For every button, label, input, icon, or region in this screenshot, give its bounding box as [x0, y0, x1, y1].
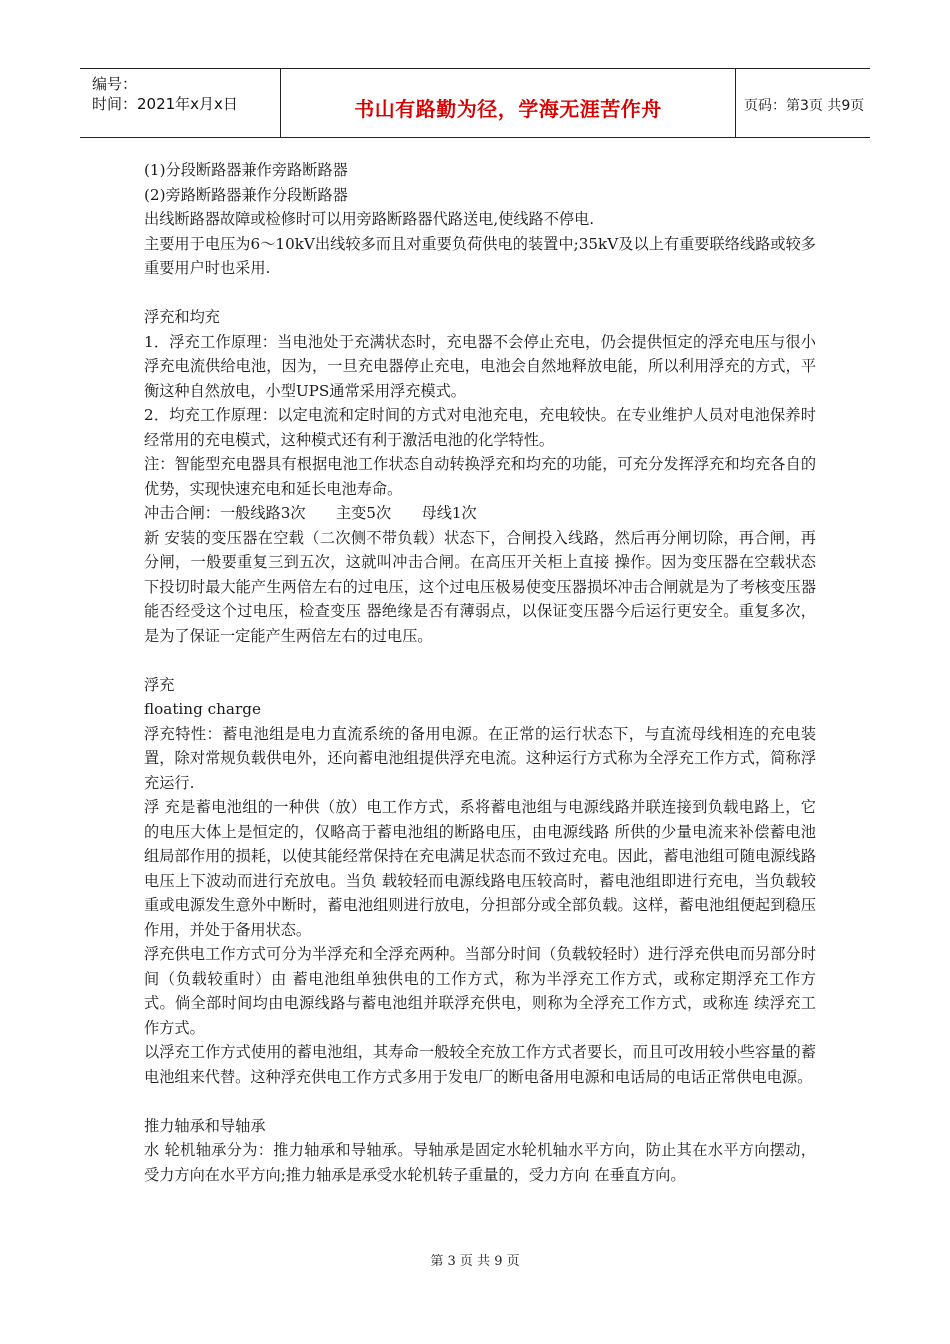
header-motto-cell — [280, 69, 736, 137]
paragraph: 以浮充工作方式使用的蓄电池组，其寿命一般较全充放工作方式者要长，而且可改用较小些容量的蓄电池组来代替。这种浮充供电工作方式多用于发电厂的断电备用电源和电话局的电话正常供电电源。 — [144, 1043, 816, 1086]
serial-number-label: 编号： — [92, 75, 138, 93]
paragraph: 2．均充工作原理：以定电流和定时间的方式对电池充电，充电较快。在专业维护人员对电池保养时经常用的充电模式，这种模式还有利于激活电池的化学特性。 — [144, 406, 816, 449]
paragraph: 出线断路器故障或检修时可以用旁路断路器代路送电,使线路不停电. — [144, 210, 595, 228]
paragraph: 浮充 — [144, 675, 175, 694]
paragraph: (1)分段断路器兼作旁路断路器 — [144, 161, 348, 179]
paragraph: 1．浮充工作原理：当电池处于充满状态时，充电器不会停止充电，仍会提供恒定的浮充电压与很小浮充电流供给电池，因为，一旦充电器停止充电，电池会自然地释放电能，所以利用浮充的方式，平衡这种自然放电，小型UPS通常采用浮充模式。 — [144, 332, 816, 400]
header-page-cell — [736, 69, 870, 137]
paragraph: 推力轴承和导轴承 — [144, 1116, 266, 1135]
paragraph: 浮充特性：蓄电池组是电力直流系统的备用电源。在正常的运行状态下，与直流母线相连的充电装置，除对常规负载供电外，还向蓄电池组提供浮充电流。这种运行方式称为全浮充工作方式，简称浮充运行. — [144, 724, 816, 792]
paragraph: 注：智能型充电器具有根据电池工作状态自动转换浮充和均充的功能，可充分发挥浮充和均充各自的优势，实现快速充电和延长电池寿命。 — [144, 455, 816, 498]
blank-line — [144, 648, 816, 673]
blank-line — [144, 281, 816, 306]
date-label: 时间：2021年x月x日 — [92, 95, 238, 113]
paragraph: (2)旁路断路器兼作分段断路器 — [144, 185, 348, 204]
page-header — [80, 68, 870, 138]
page-code: 页码：第3页 共9页 — [744, 98, 865, 114]
paragraph: 浮充和均充 — [144, 308, 220, 326]
paragraph: floating charge — [144, 700, 261, 718]
header-meta — [80, 69, 280, 137]
paragraph: 浮 充是蓄电池组的一种供（放）电工作方式，系将蓄电池组与电源线路并联连接到负载电路上，它的电压大体上是恒定的，仅略高于蓄电池组的断路电压，由电源线路 所供的少量电流来补偿蓄电池组局部作用的损耗，以使其能经常保持在充电满足状态而不致过充电。因此，蓄电池组可随电源线路电压上下波动而进行充放电。当负 载较轻而电源线路电压较高时，蓄电池组即进行充电，当负载较重或电源发生意外中断时，蓄电池组则进行放电，分担部分或全部负载。这样，蓄电池组便起到稳压 作用，并处于备用状态。 — [144, 798, 816, 939]
motto-text: 书山有路勤为径，学海无涯苦作舟 — [354, 97, 662, 121]
document-body — [144, 158, 816, 1187]
paragraph: 水 轮机轴承分为：推力轴承和导轴承。导轴承是固定水轮机轴水平方向，防止其在水平方向摆动，受力方向在水平方向;推力轴承是承受水轮机转子重量的，受力方向 在垂直方向。 — [144, 1141, 816, 1184]
page-footer: 第 3 页 共 9 页 — [430, 1254, 520, 1269]
blank-line — [144, 1089, 816, 1114]
paragraph: 新 安装的变压器在空载（二次侧不带负载）状态下，合闸投入线路，然后再分闸切除，再合闸，再分闸，一般要重复三到五次，这就叫冲击合闸。在高压开关柜上直接 操作。因为变压器在空载状态下投切时最大能产生两倍左右的过电压，这个过电压极易使变压器损坏冲击合闸就是为了考核变压器能否经受这个过电压，检查变压 器绝缘是否有薄弱点，以保证变压器今后运行更安全。重复多次，是为了保证一定能产生两倍左右的过电压。 — [144, 528, 816, 645]
paragraph: 主要用于电压为6～10kV出线较多而且对重要负荷供电的装置中;35kV及以上有重要联络线路或较多重要用户时也采用. — [144, 234, 816, 277]
paragraph: 冲击合闸：一般线路3次 主变5次 母线1次 — [144, 504, 477, 522]
paragraph: 浮充供电工作方式可分为半浮充和全浮充两种。当部分时间（负载较轻时）进行浮充供电而另部分时间（负载较重时）由 蓄电池组单独供电的工作方式，称为半浮充工作方式，或称定期浮充工作方式。倘全部时间均由电源线路与蓄电池组并联浮充供电，则称为全浮充工作方式，或称连 续浮充工作方式。 — [144, 945, 816, 1037]
